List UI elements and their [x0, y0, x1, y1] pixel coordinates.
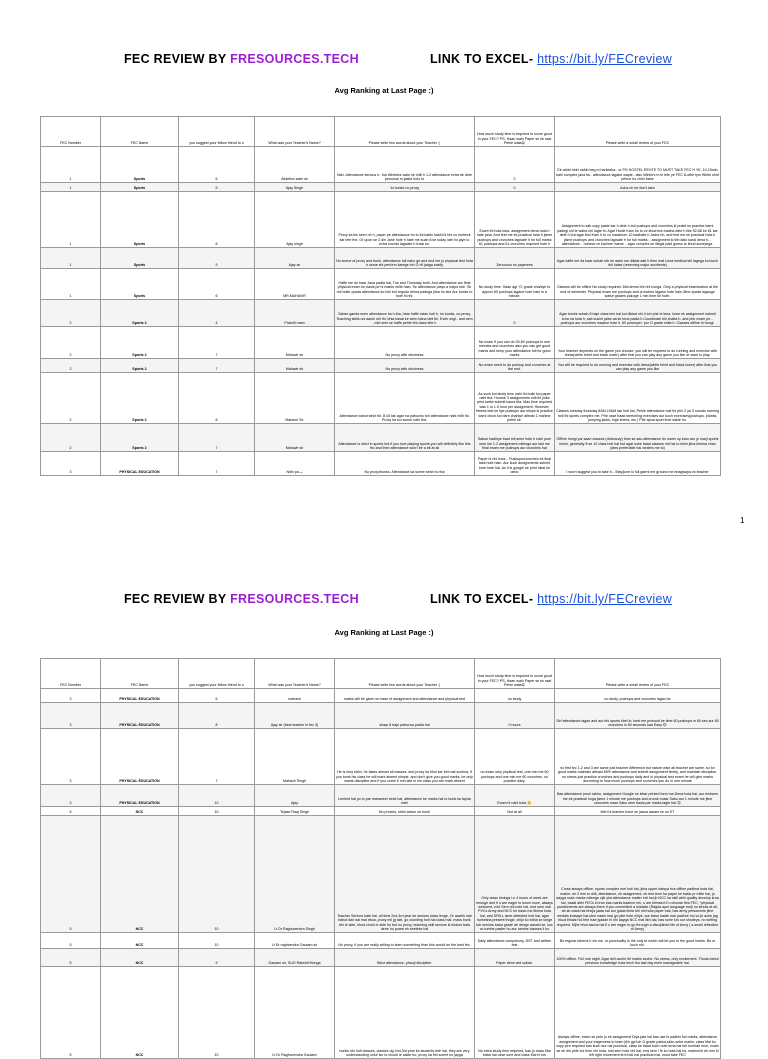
- column-header: How much study time is required to score good in your FEC? PS- Haan wahi Paper se ek raat Pehle wala😜: [475, 117, 555, 147]
- table-cell: 2: [41, 300, 101, 327]
- table-cell: Sports 2: [101, 424, 179, 452]
- table-cell: Sirf attendance lagao and aur bhi sports khel lo. best me protocol ke time 60 pushups in 60 sec aur 60 crunches in 60 seconds kaa Easy 😊: [555, 703, 721, 729]
- table-row: [41, 424, 721, 452]
- table-cell: Ajay sir: [255, 248, 335, 269]
- table-cell: 6: [179, 192, 255, 248]
- table-cell: Gautam sir, SUO Rakshit Monga: [255, 949, 335, 967]
- table-row: [41, 147, 721, 183]
- table-cell: Ajay: [255, 785, 335, 807]
- table-cell: No proxy/bunks. Attendance ka scene strict ho tha: [335, 452, 475, 476]
- table-row: [41, 359, 721, 373]
- table-cell: Nitin pa ᵤᵤ: [255, 452, 335, 476]
- table-cell: 100% offline. Full one night. Agar drill acche thi marks acche. No stress, only excitement. Thoda bahut previous knowledge hota hech tho last day mein manageable hai.: [555, 949, 721, 967]
- table-cell: Sports 2: [101, 327, 179, 359]
- table-cell: Jo hunke no proxy: [335, 183, 475, 192]
- table-cell: Sabse ganda seen attendance ka h tha, hear haffe class hoti h, no bunks, no proxy, Teaching skills uni aachi nhi thi, bhia basal ke seen bana deti thi. Even wrgi.. and sem , mid sem se haffe pehle bhi class lete h: [335, 300, 475, 327]
- table-cell: 1: [41, 248, 101, 269]
- table-cell: No scene of proxy and bunk, attendance full naho ge and end me jo physical test hota h usme shi perform karege toh O nll jaaga easily: [335, 248, 475, 269]
- table-cell: 2: [41, 359, 101, 373]
- table-cell: 0: [475, 183, 555, 192]
- column-header: FEC Name: [101, 659, 179, 689]
- column-header: Please write few words about your Teacher :): [335, 117, 475, 147]
- table-cell: Ajay sir (best teacher in fec 3): [255, 703, 335, 729]
- table-cell: Your teacher depends on the game you choose. you will be required to do running and exercise with dress(white tshirt and black lower) after that you can play any game you like or want to play.: [555, 327, 721, 359]
- excel-link-label: LINK TO EXCEL- https://bit.ly/FECreview: [430, 592, 673, 606]
- table-cell: Attendance bahut strict thi. 8:15 tak agar na pahucho toh attendance nahi milti thi. Proxy ka koi scene nahi tha.: [335, 373, 475, 424]
- table-cell: NCC: [101, 949, 179, 967]
- column-header: you suggest your fellow friend to o: [179, 659, 255, 689]
- table-cell: 0: [475, 147, 555, 183]
- table-row: [41, 949, 721, 967]
- table-cell: 6: [179, 689, 255, 703]
- excel-link[interactable]: https://bit.ly/FECreview: [537, 52, 673, 66]
- table-cell: 5: [41, 933, 101, 949]
- table-cell: No study time. Haan agr 'O' grade chahiye to approx 60 pushups lagane hote hain in a minute.: [475, 269, 555, 300]
- table-cell: Proxy ka kis seen nh h, paper pe attendance ho to thi kabhi kabhi hi bhi vo moheck kar lete the. Or upon se 2 din Jane hote h hate me suah 8 ke today late ho jaye to extra rounds lagwate h track ke.: [335, 192, 475, 248]
- table-cell: Paper hi nhi hota... Pushups/crunches ek final task hote hain. Aur kuch assignments submit krne hote hai. As it is google se print nikal ke dedo: [475, 452, 555, 476]
- table-cell: Lt Dr Raghuvendra Singh: [255, 816, 335, 933]
- table-cell: 0: [475, 300, 555, 327]
- table-cell: 5: [41, 967, 101, 1059]
- table-cell: No proxy with strictness: [335, 327, 475, 359]
- table-cell: 3: [41, 729, 101, 785]
- table-cell: 7: [179, 729, 255, 785]
- table-cell: Paper dene wid subah.: [475, 949, 555, 967]
- table-cell: Agar kaffe me da baar subah uth ke aane me dikkat aati h then mat Lena medical shi lagega koi kuch bhi kaise (reserving major accidents): [555, 248, 721, 269]
- table-cell: Lenient hai yo to par mahaveer strict hai, attendance ke marks hai to bunk ka fayda nahi: [335, 785, 475, 807]
- table-cell: Prakriti mam: [255, 300, 335, 327]
- table-cell: 0 hours: [475, 703, 555, 729]
- table-cell: Classes tuesday thursday 8AM-10AM tak hoti hai. Pehle attendance hoti thi phir 2 ya 3 rounds running hoti thi sports complex me. Phir usse baad stretching exercises aur kuch exercises(pushups, planks, jumping jacks, high knees, etc.) Phir apna sport khel sakte ho.: [555, 373, 721, 424]
- table-cell: Zerooooo no paperees: [475, 248, 555, 269]
- review-table: [40, 658, 721, 1059]
- table-cell: Ajay Singh: [255, 183, 335, 192]
- table-cell: 4: [179, 300, 255, 327]
- column-header: FEC Name: [101, 117, 179, 147]
- table-cell: Sports: [101, 269, 179, 300]
- table-row: [41, 269, 721, 300]
- table-cell: 2: [41, 327, 101, 359]
- table-cell: 3: [41, 703, 101, 729]
- column-header: What was your Teacher's Name?: [255, 117, 335, 147]
- table-cell: Mahavir sir: [255, 359, 335, 373]
- table-cell: Sports: [101, 192, 179, 248]
- table-cell: no first fec 1,2 and 3 are same just teacher difference but nature wise all teacher are same. so for good marks maintain atleast 65% attendance and submit assignment timely, and maintain discipline, no stress just practice crunches and pushups daily and in physical test exam he will give marks according to how much pushups and crunches you do in one minute: [555, 729, 721, 785]
- table-cell: NCC: [101, 933, 179, 949]
- table-cell: 9: [179, 949, 255, 967]
- table-cell: Mahavir Sir: [255, 373, 335, 424]
- table-row: [41, 703, 721, 729]
- table-cell: Agar tumhe subah 8 baje class leni hai koi dikkat nhi h toh phir le lena. Isme ek assignment submit krna na hota h, sab kuchh jaise aa ke krna padta h.Coordinate bhi chalta h. and phir exam pe... pushups aur crunches maarne hote h. 60 pushups+ por O grade milta h. Classes offline hi hongi.: [555, 300, 721, 327]
- table-cell: Mahavir sir: [255, 327, 335, 359]
- table-cell: Offline hongi yar saari classes (obviously) time se aao attendance do warm up karo aur jo marji sports khelo, generally 8 se 10 class hoti hai but agar uske baad classes nhi hai to lekin jitna khelna chao (ates preferable hai winters me to): [555, 424, 721, 452]
- table-cell: 10: [179, 785, 255, 807]
- table-cell: Sports 2: [101, 373, 179, 424]
- table-cell: NCC: [101, 807, 179, 816]
- table-cell: Attendance is strict in sports but if you love playing sports you will definitely like this fec and then attendance won't be a bit at all: [335, 424, 475, 452]
- document-page-1: [0, 0, 768, 525]
- table-cell: 1: [41, 269, 101, 300]
- table-row: [41, 933, 721, 949]
- brand-name: FRESOURCES.TECH: [230, 592, 359, 606]
- table-cell: 3: [41, 689, 101, 703]
- table-cell: 2: [41, 424, 101, 452]
- column-header: What was your Teacher's Name?: [255, 659, 335, 689]
- table-cell: Lt Dr Raghuvendra Gautam: [255, 967, 335, 1059]
- table-row: [41, 452, 721, 476]
- table-cell: 7: [179, 424, 255, 452]
- table-row: [41, 807, 721, 816]
- table-cell: 8: [179, 703, 255, 729]
- table-cell: no study, pushups and crunches lagao be: [555, 689, 721, 703]
- table-cell: No proxies, strict action on bunk: [335, 807, 475, 816]
- table-cell: PHYSICAL EDUCATION: [101, 785, 179, 807]
- column-header: Please write few words about your Teacher :): [335, 659, 475, 689]
- table-cell: Mahavir Singh: [255, 729, 335, 785]
- table-cell: Bs regular rahena h cls me. or punctuality is the only bt which will let you to the good marks. Bs or kuch nhi.: [555, 933, 721, 949]
- table-cell: 5: [179, 183, 255, 192]
- table-cell: Saboe badhiye baat mil seen hote h nahi pure sem me 1-2 assignment milenge aur last me final exam me pushups aur crunches hai: [475, 424, 555, 452]
- table-cell: Mahavir sir: [255, 424, 335, 452]
- table-cell: Sports: [101, 147, 179, 183]
- table-cell: MR.MAHAVIR: [255, 269, 335, 300]
- excel-link-label: LINK TO EXCEL- https://bit.ly/FECreview: [430, 52, 673, 66]
- table-cell: Athletics wale sir: [255, 147, 335, 183]
- table-cell: 10: [179, 933, 255, 949]
- table-cell: Bas attendance poori rakho, assignment Google se lekar printed form me.Dena hota hai, aur endsem me ek practical hoga jisme 1 minute me pushups and crunch maar Saku aur 1 minute me jitne crunches maar Sako utne basis par marks lagte hai 😊: [555, 785, 721, 807]
- table-row: [41, 373, 721, 424]
- table-cell: Acha nh he don't take: [555, 183, 721, 192]
- table-cell: 10: [179, 816, 255, 933]
- column-header: Please write a small review of your FEC: [555, 117, 721, 147]
- table-cell: Exam hi nahi hota 🙂: [475, 785, 555, 807]
- table-cell: mahavir: [255, 689, 335, 703]
- table-cell: sharp 8 baje pahucna padta hai: [335, 703, 475, 729]
- table-row: [41, 183, 721, 192]
- table-cell: Sports 2: [101, 359, 179, 373]
- table-cell: 1: [41, 147, 101, 183]
- page-subtitle: Avg Ranking at Last Page :): [334, 628, 434, 637]
- table-cell: Meri hi teacher hone se jaana aaram se no ET: [555, 807, 721, 816]
- table-cell: You will be required to do running and exercise with dress(white tshirt and black lower) after that you can play any game you like: [555, 359, 721, 373]
- table-cell: Tejase Raaj Singh: [255, 807, 335, 816]
- table-cell: Cross always offline, sports complex mei hoti hai, jitna upper batsya bcs offline padhna hota hai, mahin- ek 2 min to drill, attendance, ek assignment, ek test term ka paper ke basic pr milte hai, jo aayga uske marks milenge cjkl yha attendance matter krti hai jb NCC ka skill abhi quality develop krna hai, baaki abhi FECs ki tran bas marks baahne nhi, u are blessed if u choose this FEC, *physical punishments are always there if you committed a mistake (Ragda apni language mai) no stress at all, ab sb class hai bheja jaata hai aur jyada likha bhi nhi hota paper mai, bas army personnels jitne medals kmaaye hai,utne naam mai jyo jate hote chiye, aur kisse baate mai padhne hoi vo jb ache jag hkud bhalai hoi bhe isse jyadan hi nhi aayga NCC mai likh dai, bas sone kro our shodeys, no writing required. Mjhe bhut aacha hai if u are eager to go through a disciplined life of Army ( a small reflection of Army): [555, 816, 721, 933]
- column-header: FEC Number: [41, 659, 101, 689]
- table-cell: Assignment to sab copy paste kar h dete h but pushups and crunches ki prakti se practice karni padegi chi te waha nhi lagte hi. Agar Hoole Kam ho to ve khud tmh badha dete h like 52-58 ke 61 kar dete h but agar khd Kam h to vo maximum 10 badhate h Jadra nh, and test me ek practical hota h jisme pushups and crunches lagwate h for full marks... assignment ki tbh dalo karal dena h... attendance... noheck ve kachhe marne ...agar complex se illegal paid guess to khud suneyega.: [555, 192, 721, 248]
- table-cell: 5: [41, 807, 101, 816]
- table-cell: I won't suggest you to take it... May/june ki full garmi me ground me bhagwaya vo teacher: [555, 452, 721, 476]
- table-cell: No proxy with strictness: [335, 359, 475, 373]
- page-number: 1: [740, 516, 745, 525]
- table-cell: 7: [179, 452, 255, 476]
- table-cell: No extra study time required, bas jo class Mai batai hai uese sure and class Mai hi krs: [475, 967, 555, 1059]
- document-page-2: [0, 500, 768, 1058]
- column-header: How much study time is required to score good in your FEC? PS- Haan wahi Paper se ek raat Pehle wala😜: [475, 659, 555, 689]
- review-table: [40, 116, 721, 476]
- table-row: [41, 192, 721, 248]
- column-header: Please write a small review of your FEC: [555, 659, 721, 689]
- table-cell: PHYSICAL EDUCATION: [101, 703, 179, 729]
- table-cell: 10: [179, 807, 255, 816]
- column-header: FEC Number: [41, 117, 101, 147]
- table-row: [41, 327, 721, 359]
- table-cell: Haffe me do baar Jana padta hai, Tue and Thursday both. And attendance aur final physical exam ke basis pe hi marks milte hain. Se attendance plays a major role. Sir nhi bolte zyada attendance ko leki but regular rehna padega jitna ho ske Aur bunks to hote hi nhi.: [335, 269, 475, 300]
- table-cell: Teacher Seniors hate hai, all time 2nd,3rd year ke seniors class lenge, Or aaahh nah bahot dari dai mai ekoa, proxy mil jg skti, go counting hoti hai class mai, mass bunk bhi le skte, khud chuhi le skte ho but no proxy, teaching skill seniors ki ekdum bala dene ho puree ek seekhte hai: [335, 816, 475, 933]
- table-header-row: [41, 659, 721, 689]
- table-row: [41, 729, 721, 785]
- table-cell: Sports: [101, 183, 179, 192]
- table-cell: Ajay singh: [255, 192, 335, 248]
- table-cell: 2: [41, 373, 101, 424]
- table-cell: No exam if you can do 30-60 pushups in one minutes and crunches also you can get good marks and keep your attendance full for good marks: [475, 327, 555, 359]
- table-cell: Always offline, exam se phle jo ek assignment Diya jata hai bas use hi padhlo full marks, attendance assignment and your eagerness to learn jikh gyi toh O grade pakka,skko acha marks, class Mai ko copy pen required bas kuch aur nai punctual, class ke baad kuch note krna hai toh tumhari mrzi, exam se ek din phle koi time nhi hota, mid sem hote nhi hai, end sem ! fir ko hota hai bs, marksil ki ek mm ki left right movement krni hoti hai practical mai, must take FEC: [555, 967, 721, 1059]
- table-cell: 1: [41, 183, 101, 192]
- table-cell: 6: [179, 373, 255, 424]
- table-cell: Ek white shirt nahin beg m harkesha.. or PG HOSTEL REHTE TO MUST TAKE FEC H YE, 10-15min bahi complex jana bs.. attendance lagake waple.. also Winters m le lete ye FEC 8-othe tym White shirt pehne ho chini bahe: [555, 147, 721, 183]
- table-cell: No proxy, if you are really willing to learn something than this would be the best fec.: [335, 933, 475, 949]
- table-cell: 6: [179, 269, 255, 300]
- table-header-row: [41, 117, 721, 147]
- table-cell: 7: [179, 359, 255, 373]
- table-cell: 3: [41, 452, 101, 476]
- table-row: [41, 248, 721, 269]
- column-header: you suggest your fellow friend to o: [179, 117, 255, 147]
- table-cell: Sports 2: [101, 300, 179, 327]
- table-cell: Daily attendance compulsory, DST and written test: [475, 933, 555, 949]
- page-header: [0, 52, 768, 66]
- table-cell: As such koi study time nahi thi.bulki koi paper nahi tha. Humne 3 assignments mili thi jinka print karke submit karna tha. Max time required was 1 to 1.5 hour per assignment. However, fitness test ke liye pushups aur situps ki practice karni chuni koi darn chahiye atleast 1 mahine pehle se.: [475, 373, 555, 424]
- page-title: FEC REVIEW BY FRESOURCES.TECH: [124, 52, 359, 66]
- table-cell: Strict attendance, phauji discipline.: [335, 949, 475, 967]
- table-cell: 5: [179, 248, 255, 269]
- brand-name: FRESOURCES.TECH: [230, 52, 359, 66]
- page-title: FEC REVIEW BY FRESOURCES.TECH: [124, 592, 359, 606]
- table-cell: 6: [179, 147, 255, 183]
- page-subtitle: Avg Ranking at Last Page :): [334, 86, 434, 95]
- table-cell: He is very strict, he takes almost all classes, and proxy ka bhul kar bhi mat sochna, if you bunk his class he will mark absent simple. and don't give you good marks, he only wants discipline and if you come 5 min late in his class you are mark absent: [335, 729, 475, 785]
- table-cell: 7: [179, 327, 255, 359]
- table-row: [41, 967, 721, 1059]
- table-cell: no exam only physical test, one min me 60 pushups and one min me 60 crunches, no practice daily.: [475, 729, 555, 785]
- table-row: [41, 689, 721, 703]
- table-cell: Not at all: [475, 807, 555, 816]
- table-row: [41, 816, 721, 933]
- table-cell: Only class timings i.e 4 hours of week are enough and if u are eager to know more, always welcome, mid Sem nhi hote hai, end sem mai PVCs Army and NCC ke basic me likhna hota hai, and DRILL isme detested hoti hai, agar humesha present thoge, chijo ko bdha se longe toh seniors baba grade de denge aasani se, low vo tumhe pasfer ho aur tumme classes li ho: [475, 816, 555, 933]
- excel-link[interactable]: https://bit.ly/FECreview: [537, 592, 673, 606]
- table-cell: 10: [179, 967, 255, 1059]
- table-cell: PHYSICAL EDUCATION: [101, 729, 179, 785]
- table-cell: Nah. Attendance serious h.. but Athletics wale sir chill h 1-2 attendance extra de dete personal m jaake bolo to: [335, 147, 475, 183]
- table-cell: PHYSICAL EDUCATION: [101, 452, 179, 476]
- table-cell: 5: [41, 949, 101, 967]
- table-cell: 1: [41, 192, 101, 248]
- table-row: [41, 785, 721, 807]
- table-cell: NCC: [101, 816, 179, 933]
- table-cell: Classes will be offline No study required. Mid-terms bhi nhi honga. Only a physical examination at the end of semester. Physical exam me pushups and crunches lagane hote hain,Jitne zyada lagaoge waise grades pakoge 1 min time for both.: [555, 269, 721, 300]
- page-header: [0, 592, 768, 606]
- table-cell: Lt Dr raghvendra Gautam sir: [255, 933, 335, 949]
- table-cell: 5: [41, 816, 101, 933]
- table-cell: bunks nhi hoti classes, classes dg 2nd,3rd year ke students lete hai, they are very understanding unke ise to chuuti le sakte ho, proxy ka bhi scene ho jayga: [335, 967, 475, 1059]
- table-cell: Sports: [101, 248, 179, 269]
- table-cell: No exam need to do pushup and crunches at the end.: [475, 359, 555, 373]
- table-cell: PHYSICAL EDUCATION: [101, 689, 179, 703]
- table-cell: marks will be given on base of assignment and attendance and physical test: [335, 689, 475, 703]
- table-cell: Exam thi hota toka, assignment dena hota h hate jana. And test me ek practical hota h jisme pushups and crunches lagwate h for full marks 61 pushups and 61 crunches required hote h: [475, 192, 555, 248]
- table-cell: no study: [475, 689, 555, 703]
- table-cell: 3: [41, 785, 101, 807]
- table-cell: NCC: [101, 967, 179, 1059]
- table-row: [41, 300, 721, 327]
